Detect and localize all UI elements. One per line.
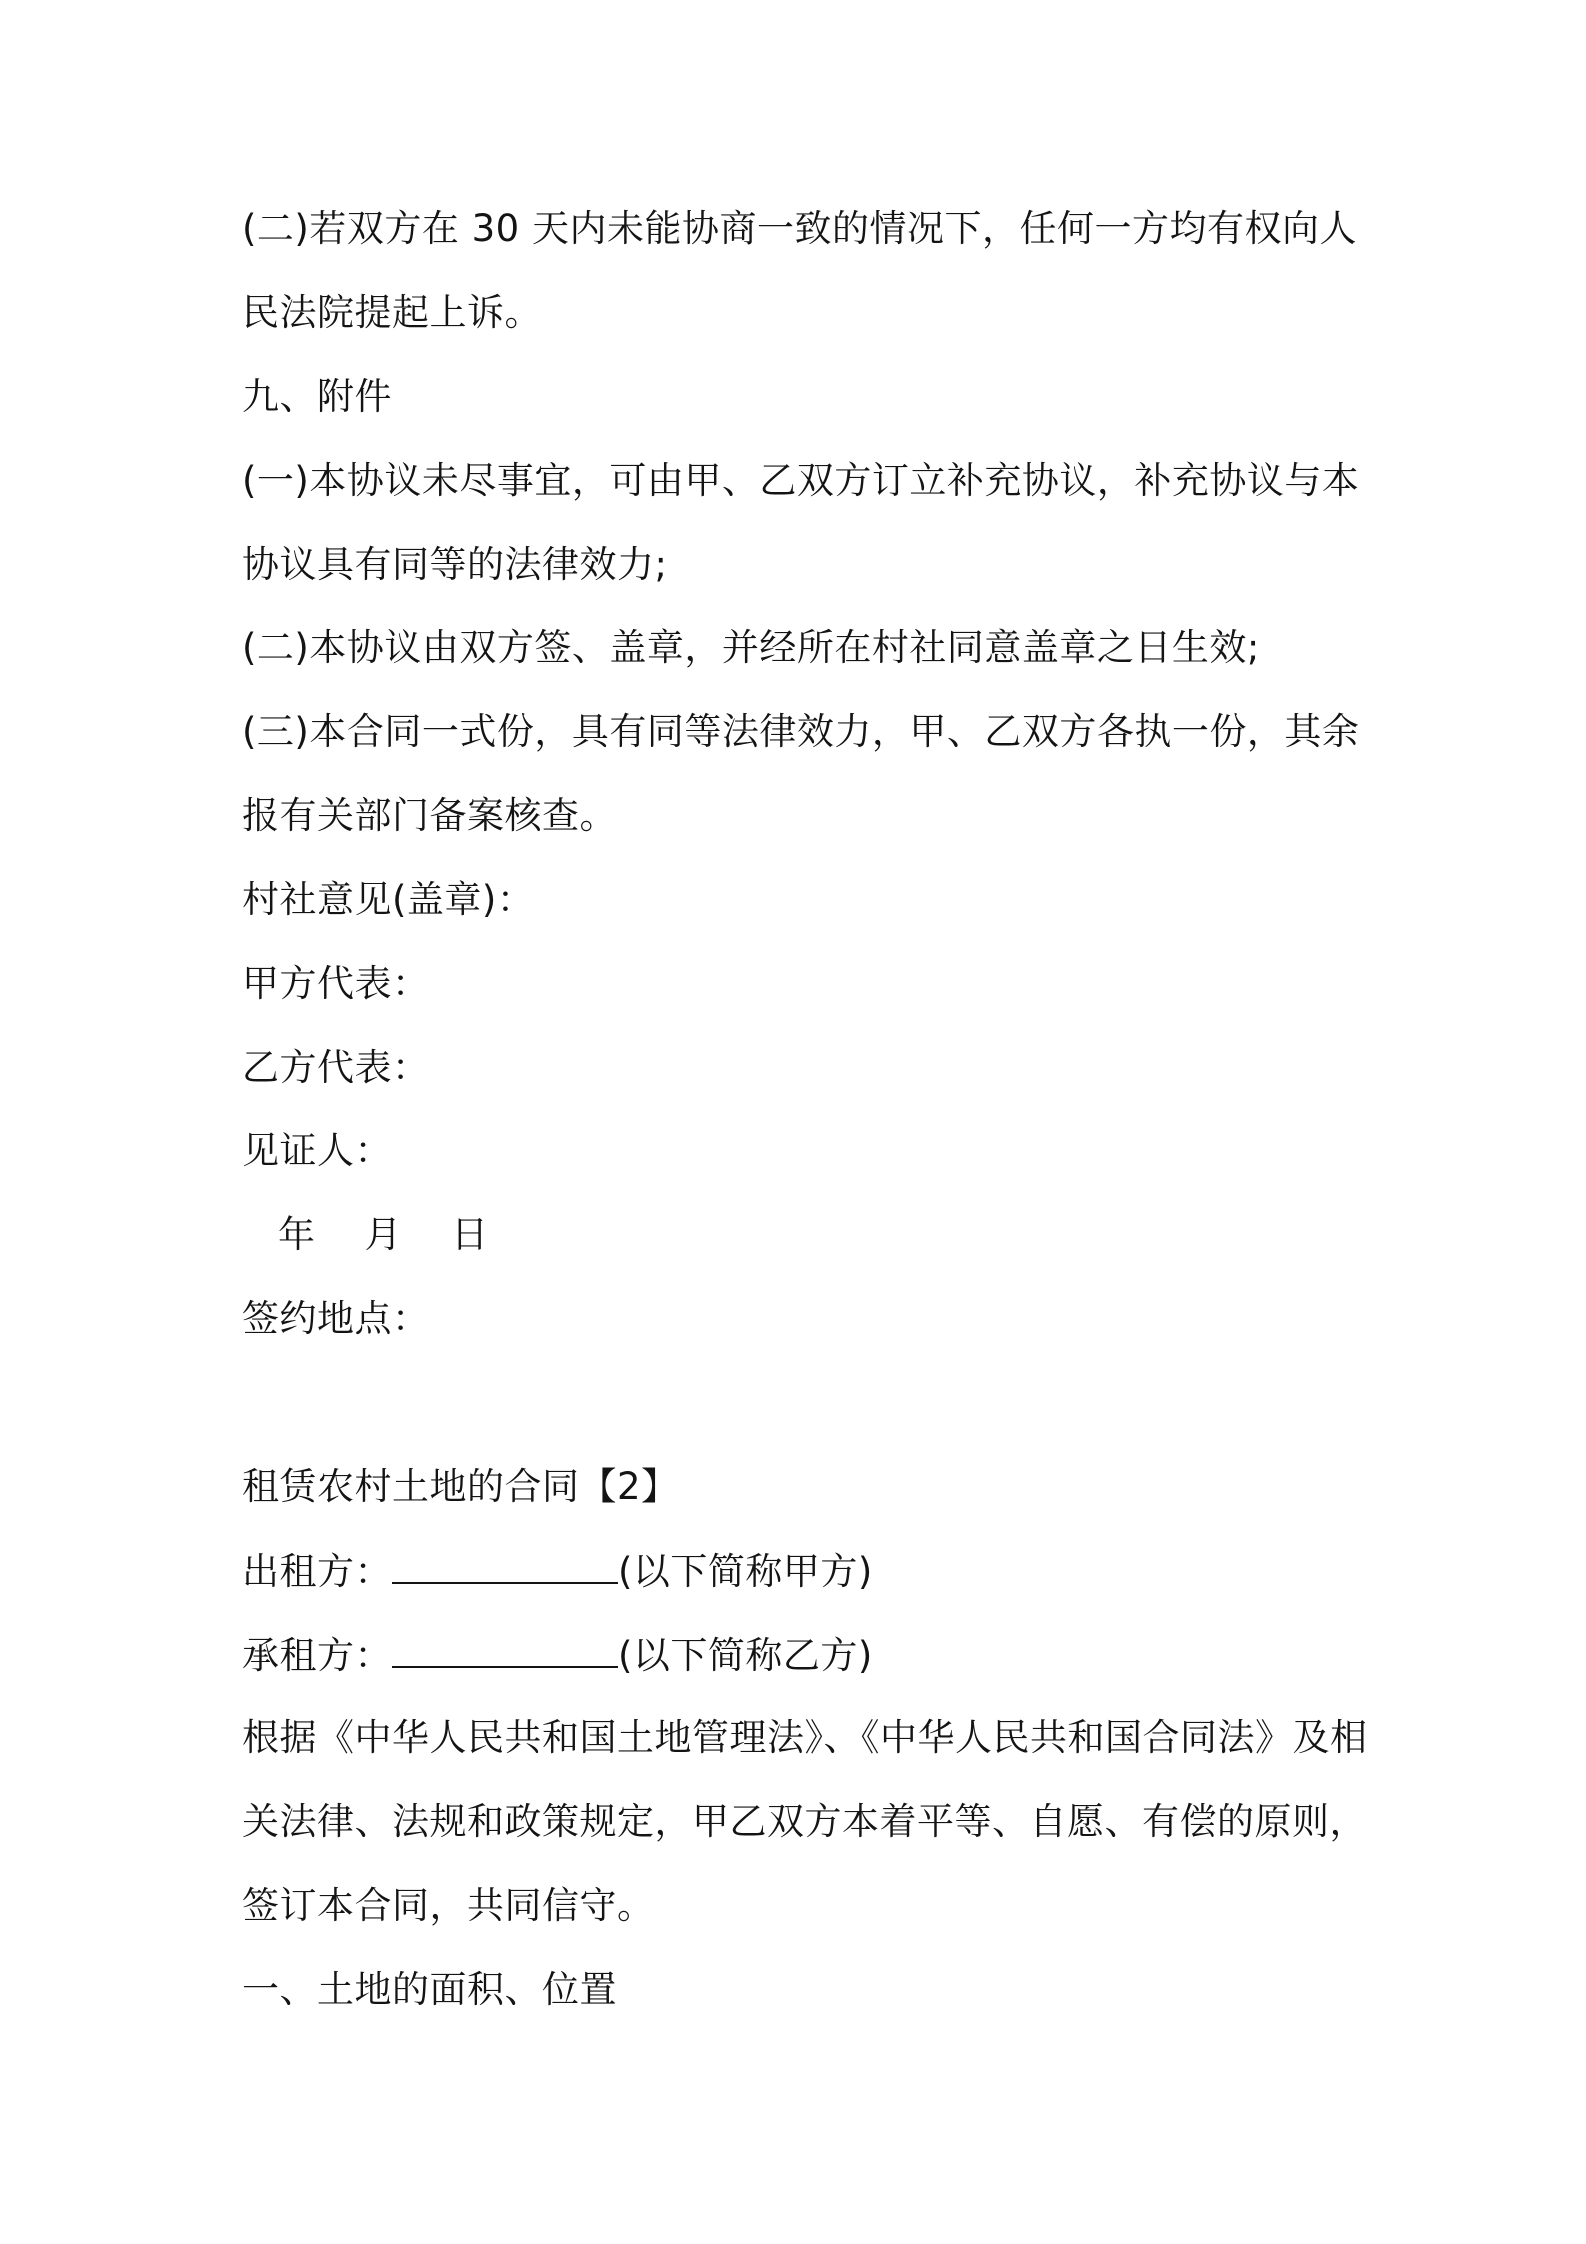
lessee-blank xyxy=(392,1630,618,1668)
sign-date: 年 月 日 xyxy=(278,1213,489,1256)
sign-village-opinion: 村社意见(盖章)： xyxy=(242,878,535,921)
lessor-blank xyxy=(392,1546,618,1584)
clause-9-3-line-2: 报有关部门备案核查。 xyxy=(242,794,617,837)
sign-location: 签约地点： xyxy=(242,1297,430,1340)
lessor-label: 出租方： xyxy=(242,1550,392,1593)
clause-9-1-line-1: (一)本协议未尽事宜，可由甲、乙双方订立补充协议，补充协议与本 xyxy=(242,459,1360,502)
clause-9-2: (二)本协议由双方签、盖章，并经所在村社同意盖章之日生效; xyxy=(242,626,1260,669)
preamble-line-2: 关法律、法规和政策规定，甲乙双方本着平等、自愿、有偿的原则， xyxy=(242,1800,1367,1843)
section-9-heading: 九、附件 xyxy=(242,375,392,418)
sign-witness: 见证人： xyxy=(242,1129,392,1172)
lessee-label: 承租方： xyxy=(242,1634,392,1677)
lessor-suffix: (以下简称甲方) xyxy=(618,1550,873,1593)
lessee-line xyxy=(242,1630,873,1681)
sign-party-a-representative: 甲方代表： xyxy=(242,962,430,1005)
contract-2-title: 租赁农村土地的合同【2】 xyxy=(242,1465,679,1508)
clause-9-1-line-2: 协议具有同等的法律效力; xyxy=(242,543,668,586)
clause-9-3-line-1: (三)本合同一式份，具有同等法律效力，甲、乙双方各执一份，其余 xyxy=(242,710,1360,753)
section-1-heading: 一、土地的面积、位置 xyxy=(242,1968,617,2011)
preamble-line-1: 根据《中华人民共和国土地管理法》、《中华人民共和国合同法》及相 xyxy=(242,1716,1368,1759)
sign-party-b-representative: 乙方代表： xyxy=(242,1046,430,1089)
preamble-line-3: 签订本合同，共同信守。 xyxy=(242,1884,655,1927)
lessee-suffix: (以下简称乙方) xyxy=(618,1634,873,1677)
clause-8-2-line-2: 民法院提起上诉。 xyxy=(242,291,542,334)
lessor-line xyxy=(242,1546,873,1597)
clause-8-2-line-1: (二)若双方在 30 天内未能协商一致的情况下，任何一方均有权向人 xyxy=(242,207,1357,250)
